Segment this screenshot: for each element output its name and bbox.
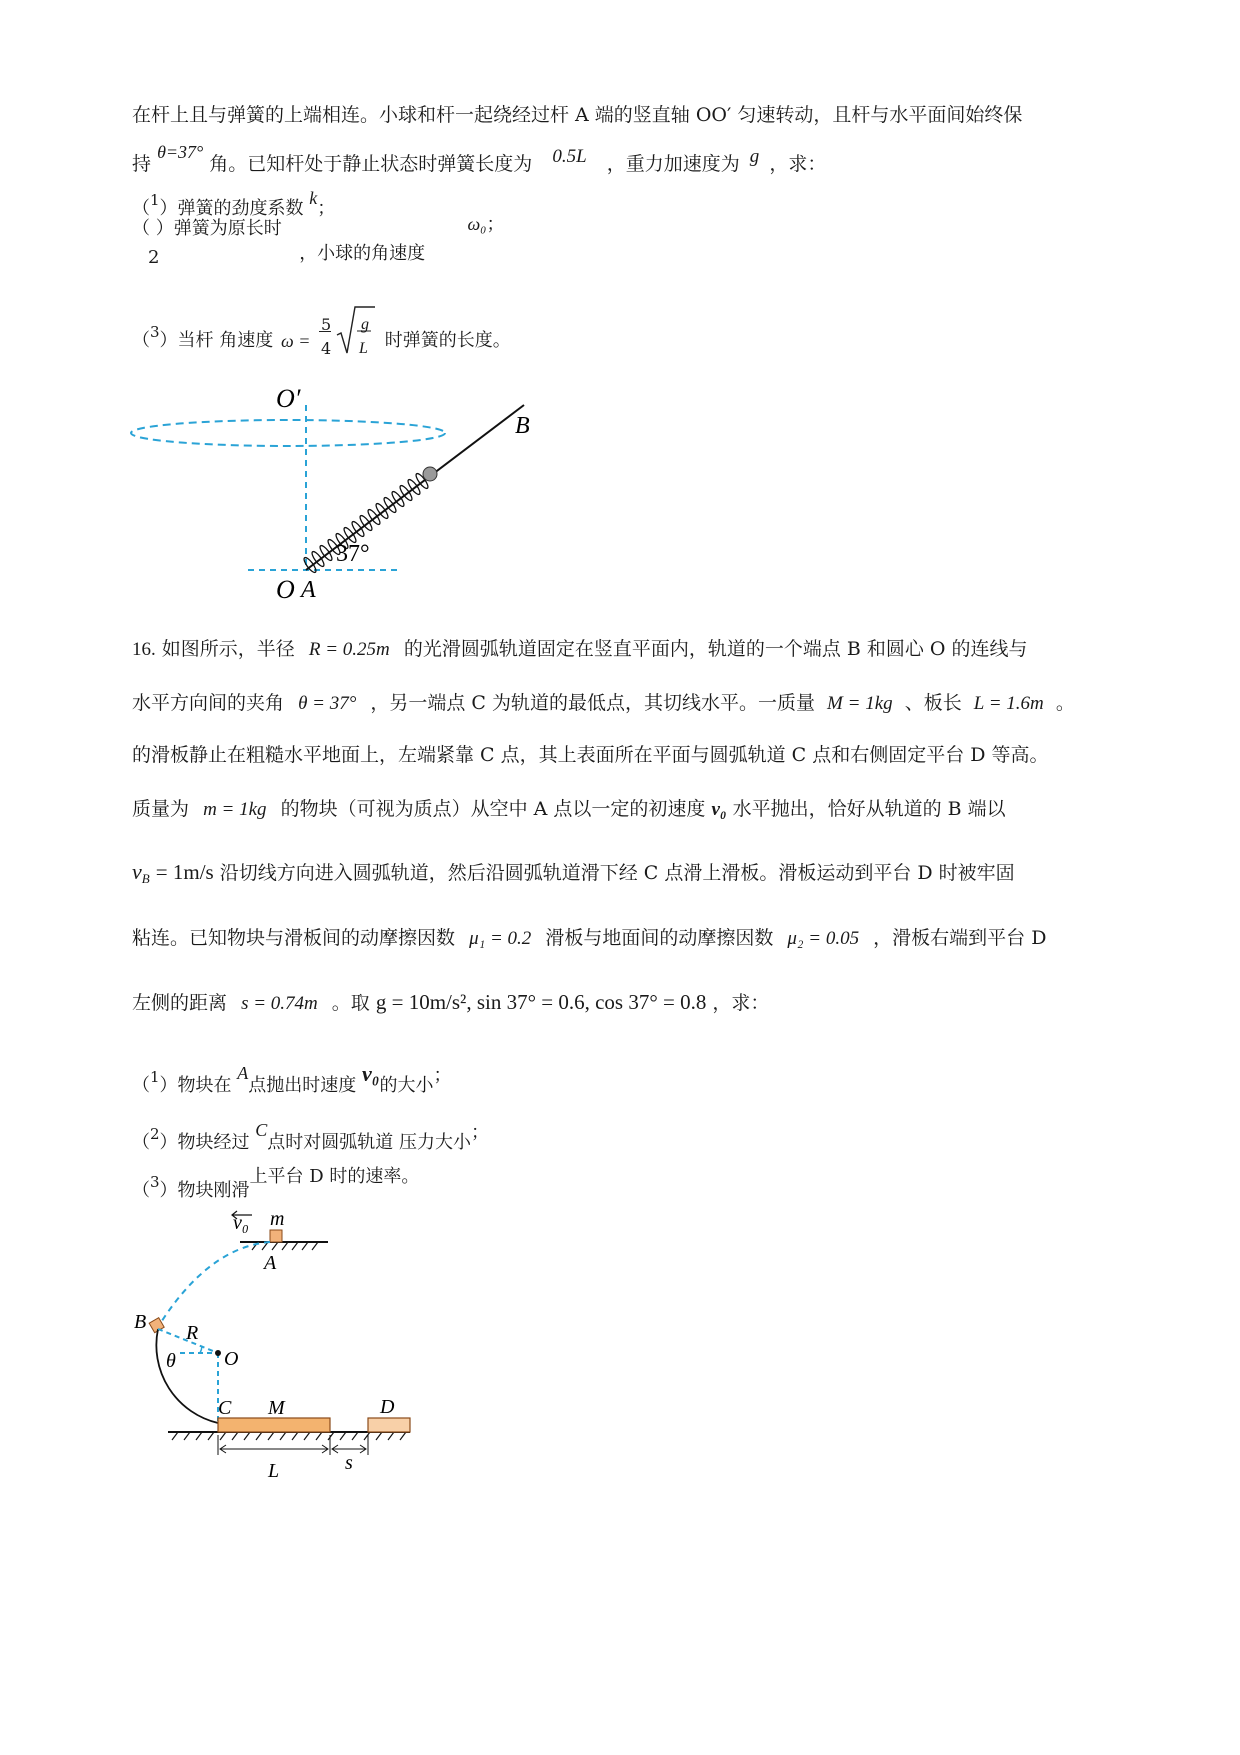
q16-sub-1 — [132, 1063, 451, 1100]
q16-mu2: μ₂ = 0.05 — [787, 928, 860, 949]
label-a: A — [301, 577, 316, 603]
q16-sub3-number: 3 — [150, 1173, 160, 1191]
q15-length-value: 0.5L — [552, 146, 587, 167]
q15-line-2 — [132, 142, 827, 179]
formula-denominator: 4 — [321, 339, 332, 358]
q16-line-2 — [132, 689, 1075, 718]
q15-k-symbol: k — [309, 188, 318, 208]
label-v0: v₀ — [233, 1212, 249, 1234]
q15-omega0-symbol: ω₀ — [467, 214, 487, 234]
q16-text: 水平抛出，恰好从轨道的 B 端以 — [732, 798, 1006, 820]
formula-g: g — [361, 316, 370, 333]
q16-line-6 — [132, 924, 1046, 953]
label-d: D — [380, 1396, 395, 1418]
label-m: m — [270, 1208, 285, 1230]
q16-text: 。取 — [331, 992, 370, 1014]
q16-vb-value: = 1m/s — [155, 860, 214, 884]
q15-sub1-number: 1 — [150, 191, 160, 209]
q16-radius: R = 0.25m — [308, 639, 390, 660]
q15-sub2-number: 2 — [148, 247, 160, 268]
q16-sub-2 — [132, 1120, 489, 1157]
q16-sub3-text-2: 上平台 D 时的速率。 — [249, 1166, 420, 1187]
q16-sub-3 — [132, 1168, 419, 1205]
block-at-a — [270, 1230, 282, 1242]
q16-theta: θ = 37° — [298, 693, 357, 714]
q16-vb: v — [132, 859, 142, 884]
q15-sub1-end: ； — [317, 198, 336, 219]
q16-text: 。 — [1055, 692, 1075, 714]
q16-sub1-text-2: 点抛出时速度 — [248, 1075, 357, 1096]
q15-sub-2 — [132, 214, 505, 243]
q16-board-length: L = 1.6m — [973, 693, 1044, 714]
q16-text: 、板长 — [904, 692, 962, 714]
q16-v0: v₀ — [711, 799, 727, 820]
q16-mu1: μ₁ = 0.2 — [469, 928, 532, 949]
center-point — [215, 1350, 221, 1356]
q16-text: 的滑板静止在粗糙水平地面上，左端紧靠 C 点，其上表面所在平面与圆弧轨道 C 点和右侧固定平台 D 等高。 — [132, 744, 1049, 766]
label-b: B — [515, 413, 530, 439]
q16-text: 的物块（可视为质点）从空中 A 点以一定的初速度 — [280, 798, 706, 820]
q16-sub1-text: ）物块在 — [159, 1075, 232, 1096]
q15-line-1 — [132, 101, 1022, 129]
formula-L: L — [359, 340, 368, 357]
q15-sub1-text: ）弹簧的劲度系数 — [159, 198, 304, 219]
q16-text: ，求： — [712, 992, 770, 1014]
q16-line-4 — [132, 795, 1006, 824]
q16-line-5 — [132, 858, 1015, 893]
board-m — [218, 1418, 330, 1432]
label-o: O — [224, 1348, 239, 1370]
q15-text: 在杆上且与弹簧的上端相连。小球和杆一起绕经过杆 A 端的竖直轴 OO′ 匀速转动，且杆与水平面间始终保 — [132, 104, 1023, 126]
q16-sub1-A: A — [237, 1063, 249, 1083]
q15-sub3-number: 3 — [150, 323, 160, 341]
q16-sub3-paren: （ — [132, 1180, 150, 1201]
q16-line-7 — [132, 988, 769, 1018]
q15-sub1-paren: （ — [132, 198, 150, 219]
q16-sub2-end: ； — [471, 1122, 490, 1143]
label-r: R — [186, 1322, 199, 1344]
ball — [423, 467, 437, 481]
q16-text: ，另一端点 C 为轨道的最低点，其切线水平。一质量 — [370, 692, 815, 714]
q15-sub3-text: ）当杆 角速度 — [159, 330, 274, 351]
q16-distance-s: s = 0.74m — [241, 993, 318, 1014]
label-a: A — [264, 1252, 277, 1274]
q15-sub3-end: 时弹簧的长度。 — [384, 330, 511, 351]
q16-sub2-number: 2 — [150, 1125, 160, 1143]
q15-gravity-symbol: g — [749, 146, 760, 167]
q15-sub2-end: ； — [486, 214, 505, 235]
label-s: s — [345, 1452, 353, 1474]
q16-line-1 — [132, 635, 1028, 664]
q15-sub3-paren: （ — [132, 330, 150, 351]
formula-numerator: 5 — [321, 315, 332, 334]
q15-text: ，重力加速度为 — [606, 153, 740, 175]
projectile-path — [158, 1242, 270, 1327]
q16-mass-block: m = 1kg — [203, 799, 267, 820]
q16-text: 质量为 — [132, 798, 190, 820]
q16-text: ，滑板右端到平台 D — [873, 927, 1047, 949]
q15-figure — [128, 385, 558, 605]
q15-text: 角。已知杆处于静止状态时弹簧长度为 — [209, 153, 533, 175]
q16-line-3 — [132, 741, 1049, 769]
q15-sub-2-cont — [132, 243, 426, 272]
q16-sub1-end: ； — [433, 1065, 452, 1086]
q16-text: 的光滑圆弧轨道固定在竖直平面内，轨道的一个端点 B 和圆心 O 的连线与 — [403, 638, 1028, 660]
q16-sub2-text-2: 点时对圆弧轨道 压力大小 — [267, 1132, 472, 1153]
q16-text: 沿切线方向进入圆弧轨道，然后沿圆弧轨道滑下经 C 点滑上滑板。滑板运动到平台 D 时被牢固 — [219, 862, 1015, 884]
label-m-board: M — [268, 1397, 285, 1419]
label-theta: θ — [166, 1350, 176, 1372]
q16-text: 粘连。已知物块与滑板间的动摩擦因数 — [132, 927, 456, 949]
q16-given-values: g = 10m/s², sin 37° = 0.6, cos 37° = 0.8 — [375, 990, 707, 1014]
q16-sub2-C: C — [255, 1120, 268, 1140]
q16-sub2-text: ）物块经过 — [159, 1132, 250, 1153]
label-o-prime: O′ — [276, 385, 301, 413]
q16-sub1-paren: （ — [132, 1075, 150, 1096]
q15-text: 持 — [132, 153, 152, 175]
q16-text: 左侧的距离 — [132, 992, 228, 1014]
label-b: B — [134, 1311, 147, 1333]
q15-sub2-text-2: ，小球的角速度 — [299, 243, 426, 264]
q16-vb-sub: B — [141, 871, 150, 886]
q15-sub2-text: （ ）弹簧为原长时 — [132, 218, 282, 239]
sqrt-icon — [335, 305, 375, 357]
q15-theta: θ=37° — [157, 142, 204, 162]
formula-omega: ω = — [281, 331, 311, 351]
q16-number: 16. — [132, 639, 156, 660]
label-o: O — [276, 575, 295, 604]
q15-omega-formula — [279, 315, 379, 358]
rotation-ellipse — [131, 420, 445, 446]
q15-text: ，求： — [769, 153, 827, 175]
platform-d — [368, 1418, 410, 1432]
q16-sub3-text: ）物块刚滑 — [159, 1180, 250, 1201]
q16-text: 水平方向间的夹角 — [132, 692, 285, 714]
q15-sub-3 — [132, 315, 511, 358]
label-angle: 37° — [336, 541, 370, 567]
q16-sub1-v0: v₀ — [362, 1061, 380, 1086]
q16-figure — [128, 1205, 468, 1485]
ground-hatch — [172, 1432, 406, 1440]
q16-sub1-text-3: 的大小 — [379, 1075, 434, 1096]
q16-mass-board: M = 1kg — [827, 693, 893, 714]
q16-text: 如图所示，半径 — [161, 638, 295, 660]
q16-text: 滑板与地面间的动摩擦因数 — [545, 927, 774, 949]
q16-sub2-paren: （ — [132, 1132, 150, 1153]
q16-sub1-number: 1 — [150, 1068, 160, 1086]
label-c: C — [218, 1397, 232, 1419]
label-l: L — [268, 1460, 280, 1482]
top-hatch — [252, 1242, 318, 1250]
